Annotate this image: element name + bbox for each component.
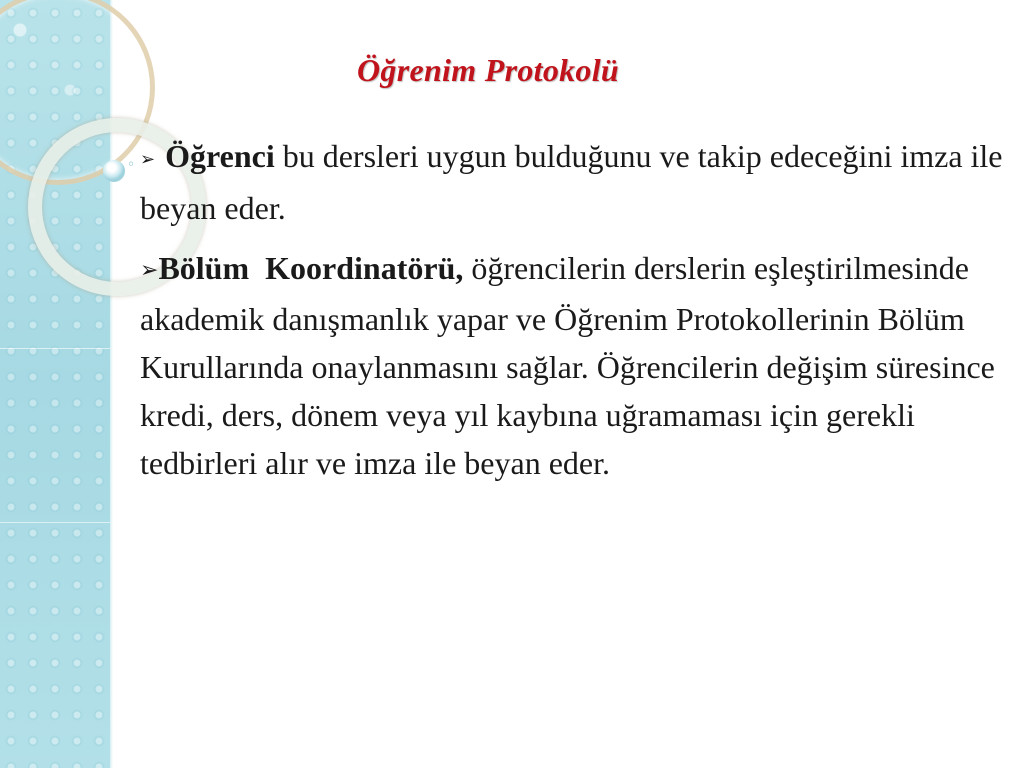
arrow-right-bullet-icon: ➢ xyxy=(140,149,156,170)
sidebar-seam xyxy=(0,348,113,349)
bullet-bold-lead: Bölüm Koordinatörü, xyxy=(158,250,464,286)
decorative-bead xyxy=(103,160,125,182)
bullet-text: bu dersleri uygun bulduğunu ve takip edeceğini imza ile beyan eder. xyxy=(140,138,1003,226)
sidebar-seam xyxy=(0,522,113,523)
arrow-right-bullet-icon: ➢ xyxy=(140,258,159,283)
bullet-paragraph-koordinator xyxy=(140,244,1015,487)
bullet-paragraph-ogrenci xyxy=(127,132,1015,232)
slide-body xyxy=(127,132,1015,487)
bullet-text: öğrencilerin derslerin eşleştirilmesinde akademik danışmanlık yapar ve Öğrenim Protokollerinin Bölüm Kurullarında onaylanmasını sağlar. Öğrencilerin değişim süresince kredi, ders, dönem veya yıl kaybına uğramaması için gerekli tedbirleri alır ve imza ile beyan eder. xyxy=(140,250,995,481)
slide-title: Öğrenim Protokolü xyxy=(357,52,620,88)
circle-bullet-icon: ◦ xyxy=(127,157,136,173)
bullet-bold-lead: Öğrenci xyxy=(165,138,275,174)
